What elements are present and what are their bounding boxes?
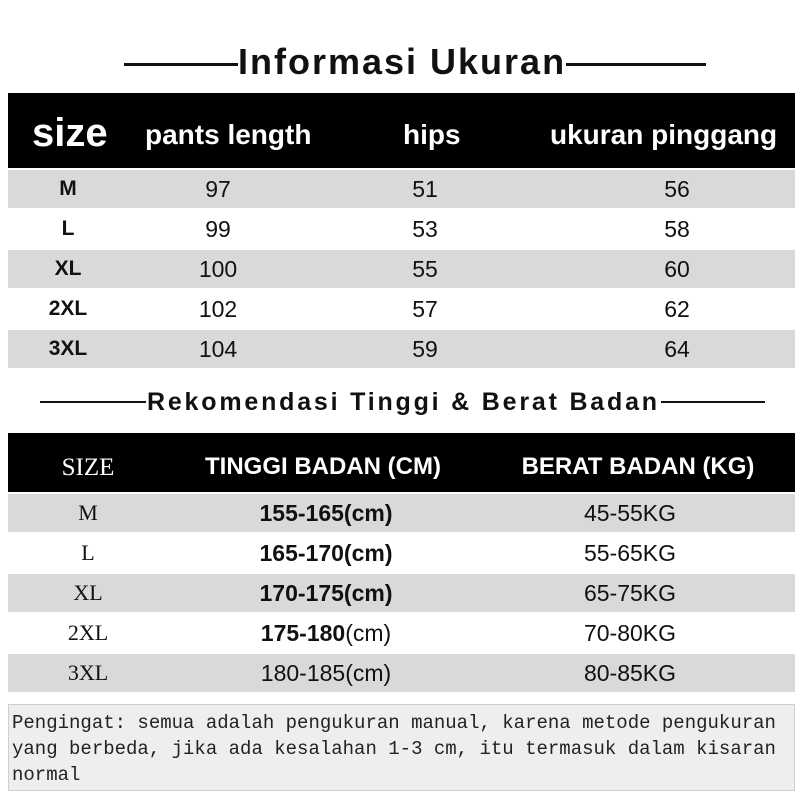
size-cell: 3XL xyxy=(48,337,88,360)
height-unit: (cm) xyxy=(345,620,392,646)
weight-cell: 55-65KG xyxy=(583,540,677,566)
weight-cell: 65-75KG xyxy=(583,580,677,606)
weight-column-header: BERAT BADAN (KG) xyxy=(521,453,755,480)
weight-cell: 70-80KG xyxy=(583,620,677,646)
size-table-row xyxy=(8,290,795,328)
hips-cell: 57 xyxy=(412,296,438,322)
waist-cell: 62 xyxy=(664,296,690,322)
size-cell: XL xyxy=(54,257,82,280)
height-unit: (cm) xyxy=(343,500,393,526)
size-column-header: SIZE xyxy=(61,454,115,481)
hips-column-header: hips xyxy=(403,119,461,150)
size-cell: L xyxy=(81,540,95,565)
size-cell: 3XL xyxy=(67,660,109,685)
height-cell xyxy=(176,654,476,692)
size-table-row xyxy=(8,170,795,208)
height-range: 170-175 xyxy=(259,580,344,606)
recommendation-table-row xyxy=(8,574,795,612)
pants-length-cell: 100 xyxy=(198,256,238,282)
height-column-header: TINGGI BADAN (CM) xyxy=(205,453,441,480)
height-range: 175-180 xyxy=(260,620,346,646)
size-table-row xyxy=(8,210,795,248)
pants-length-cell: 97 xyxy=(205,176,231,202)
size-cell: 2XL xyxy=(67,620,109,645)
height-cell xyxy=(176,614,476,652)
size-column-header: size xyxy=(32,111,108,155)
height-range: 165-170 xyxy=(259,540,344,566)
size-table-row xyxy=(8,330,795,368)
size-cell: M xyxy=(59,177,77,200)
height-cell xyxy=(176,574,476,612)
size-info-title: Informasi Ukuran xyxy=(238,41,567,82)
title-rule-left xyxy=(40,401,146,403)
height-range: 180-185 xyxy=(260,660,346,686)
recommendation-table-row xyxy=(8,654,795,692)
pants-length-cell: 102 xyxy=(198,296,238,322)
waist-cell: 58 xyxy=(664,216,690,242)
hips-cell: 53 xyxy=(412,216,438,242)
pants-length-cell: 99 xyxy=(205,216,231,242)
size-table-header xyxy=(8,93,795,168)
height-unit: (cm) xyxy=(343,540,393,566)
recommendation-title: Rekomendasi Tinggi & Berat Badan xyxy=(147,388,660,416)
height-cell xyxy=(176,534,476,572)
waist-cell: 64 xyxy=(664,336,690,362)
weight-cell: 45-55KG xyxy=(583,500,677,526)
size-cell: L xyxy=(61,217,75,240)
height-unit: (cm) xyxy=(345,660,392,686)
measurement-note: Pengingat: semua adalah pengukuran manual, karena metode pengukuran yang berbeda, jika ada kesalahan 1-3 cm, itu termasuk dalam kisaran normal xyxy=(8,704,795,791)
recommendation-table-row xyxy=(8,614,795,652)
height-unit: (cm) xyxy=(343,580,393,606)
weight-cell: 80-85KG xyxy=(583,660,677,686)
recommendation-table-header xyxy=(8,433,795,492)
recommendation-table-row xyxy=(8,534,795,572)
size-cell: 2XL xyxy=(48,297,88,320)
title-rule-left xyxy=(124,63,238,66)
title-rule-right xyxy=(661,401,765,403)
recommendation-table-row xyxy=(8,494,795,532)
size-cell: XL xyxy=(73,580,103,605)
hips-cell: 59 xyxy=(412,336,438,362)
pants-length-cell: 104 xyxy=(198,336,238,362)
waist-cell: 60 xyxy=(664,256,690,282)
waist-cell: 56 xyxy=(664,176,690,202)
waist-column-header: ukuran pinggang xyxy=(550,119,778,150)
size-table-row xyxy=(8,250,795,288)
title-rule-right xyxy=(566,63,706,66)
size-cell: M xyxy=(78,500,98,525)
hips-cell: 51 xyxy=(412,176,438,202)
height-cell xyxy=(176,494,476,532)
hips-cell: 55 xyxy=(412,256,438,282)
height-range: 155-165 xyxy=(259,500,344,526)
pants-length-column-header: pants length xyxy=(145,119,312,150)
